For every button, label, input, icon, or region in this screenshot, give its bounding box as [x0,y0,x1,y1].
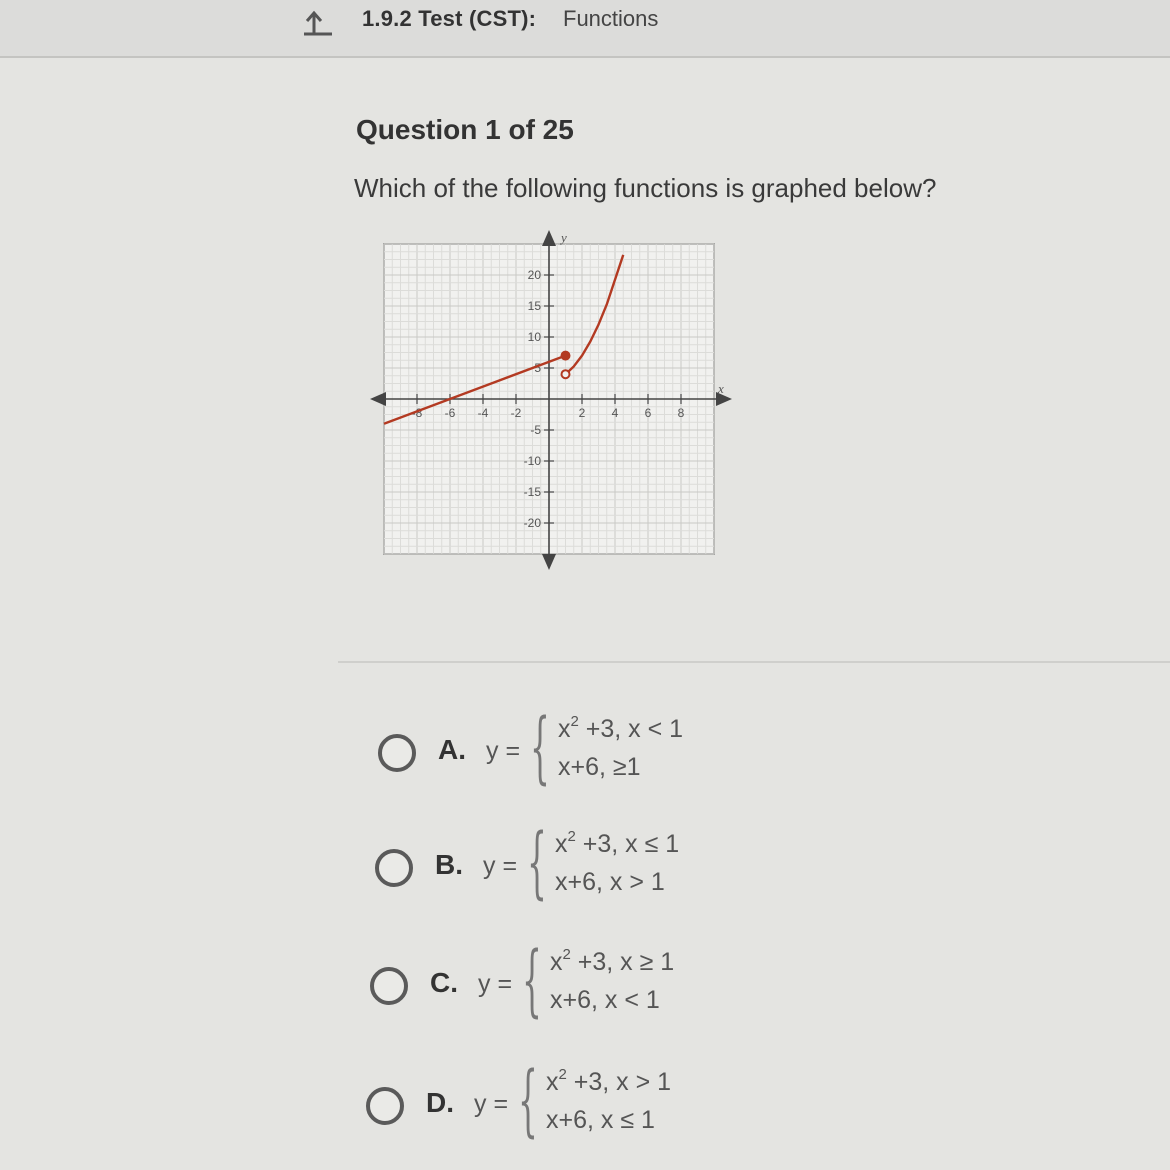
option-letter: B. [435,849,463,880]
x-tick-label: 2 [578,406,586,420]
x-tick-label: -6 [444,406,456,420]
option-letter: A. [438,734,466,765]
y-axis-down-arrow-icon [542,554,556,570]
test-subtitle: Functions [563,6,659,31]
option-a[interactable] [378,703,798,795]
y-tick-label: -5 [530,423,541,437]
x-axis-left-arrow-icon [370,392,386,406]
radio-button[interactable] [378,734,416,772]
x-tick-label: 8 [677,406,685,420]
option-case-2: x+6, x ≤ 1 [546,1106,655,1134]
radio-button[interactable] [366,1087,404,1125]
y-tick-label: 15 [527,299,541,313]
option-case-1: $x^2 +3$, x ≥ 1 [550,946,675,976]
y-tick-label: -10 [523,454,541,468]
back-arrow-icon[interactable] [300,8,336,38]
question-number: Question 1 of 25 [356,114,574,145]
y-tick-label: 20 [527,268,541,282]
option-d[interactable] [366,1056,786,1148]
top-bar [0,0,1170,58]
option-case-2: x+6, ≥1 [558,753,641,781]
option-y-equals: y = [474,1090,509,1118]
option-case-1: $x^2 +3$, x ≤ 1 [555,828,680,858]
divider [338,661,1170,663]
x-axis-label: x [718,381,724,396]
option-letter: C. [430,967,458,998]
y-tick-label: 5 [534,361,541,375]
x-tick-label: 6 [644,406,652,420]
x-tick-label: -8 [411,406,423,420]
y-tick-label: -20 [523,516,541,530]
closed-endpoint [561,351,570,360]
option-y-equals: y = [478,970,513,998]
open-endpoint [562,370,570,378]
x-tick-label: 4 [611,406,619,420]
y-axis-label: y [561,230,567,245]
y-axis-up-arrow-icon [542,230,556,246]
option-letter: D. [426,1087,454,1118]
option-b[interactable] [375,818,795,910]
question-prompt: Which of the following functions is graphed below? [354,173,937,203]
option-c[interactable] [370,936,790,1028]
y-tick-label: -15 [523,485,541,499]
option-case-1: $x^2 +3$, x < 1 [558,713,684,743]
test-title: 1.9.2 Test (CST): [362,6,537,31]
brace-icon: { [527,818,547,908]
option-case-1: $x^2 +3$, x > 1 [546,1066,672,1096]
y-tick-label: 10 [527,330,541,344]
x-tick-label: -2 [510,406,522,420]
brace-icon: { [518,1056,538,1146]
option-case-2: x+6, x > 1 [555,868,665,896]
radio-button[interactable] [375,849,413,887]
brace-icon: { [530,703,550,793]
radio-button[interactable] [370,967,408,1005]
option-case-2: x+6, x < 1 [550,986,660,1014]
option-y-equals: y = [483,852,518,880]
option-y-equals: y = [486,737,521,765]
brace-icon: { [522,936,542,1026]
function-graph [368,222,748,582]
x-tick-label: -4 [477,406,489,420]
